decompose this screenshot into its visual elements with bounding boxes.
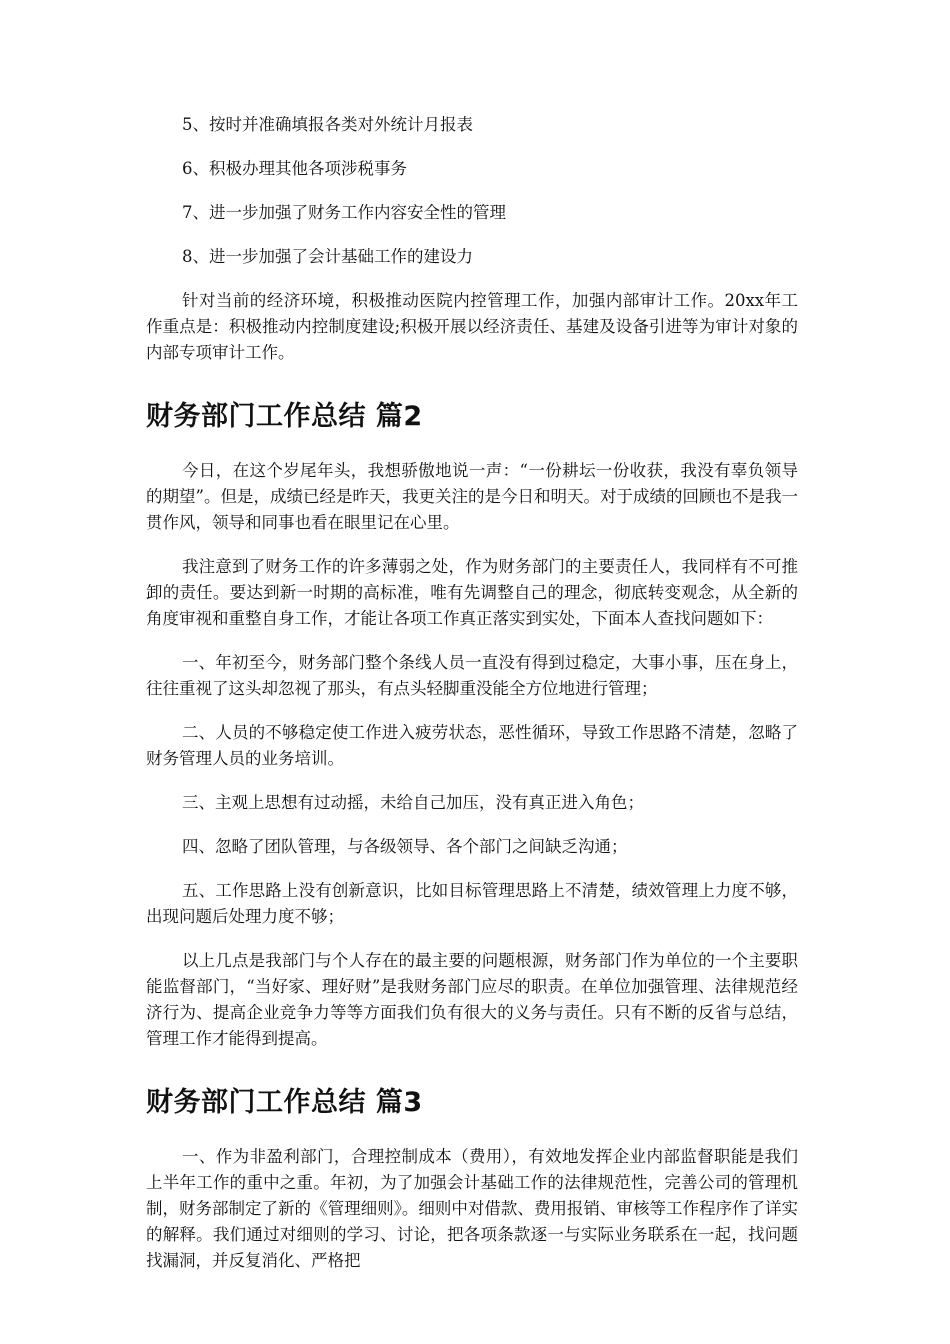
list-item: 8、进一步加强了会计基础工作的建设力 (182, 247, 473, 266)
document-body (146, 112, 798, 1292)
list-item: 5、按时并准确填报各类对外统计月报表 (182, 115, 473, 134)
body-paragraph: 二、人员的不够稳定使工作进入疲劳状态，恶性循环，导致工作思路不清楚，忽略了财务管理人员的业务培训。 (146, 723, 798, 768)
section-heading-2: 财务部门工作总结 篇2 (146, 401, 423, 432)
list-item: 6、积极办理其他各项涉税事务 (182, 159, 407, 178)
body-paragraph: 三、主观上思想有过动摇，未给自己加压，没有真正进入角色； (182, 793, 644, 812)
body-paragraph: 今日，在这个岁尾年头，我想骄傲地说一声：“一份耕坛一份收获，我没有辜负领导的期望”。但是，成绩已经是昨天，我更关注的是今日和明天。对于成绩的回顾也不是我一贯作风，领导和同事也看在眼里记在心里。 (146, 461, 798, 532)
body-paragraph: 一、作为非盈利部门，合理控制成本（费用），有效地发挥企业内部监督职能是我们上半年工作的重中之重。年初，为了加强会计基础工作的法律规范性，完善公司的管理机制，财务部制定了新的《管理细则》。细则中对借款、费用报销、审核等工作程序作了详实的解释。我们通过对细则的学习、讨论，把各项条款逐一与实际业务联系在一起，找问题找漏洞，并反复消化、严格把 (146, 1147, 798, 1270)
body-paragraph: 以上几点是我部门与个人存在的最主要的问题根源，财务部门作为单位的一个主要职能监督部门，“当好家、理好财”是我财务部门应尽的职责。在单位加强管理、法律规范经济行为、提高企业竞争力等等方面我们负有很大的义务与责任。只有不断的反省与总结，管理工作才能得到提高。 (146, 951, 798, 1048)
list-item: 7、进一步加强了财务工作内容安全性的管理 (182, 203, 506, 222)
body-paragraph: 一、年初至今，财务部门整个条线人员一直没有得到过稳定，大事小事，压在身上，往往重视了这头却忽视了那头，有点头轻脚重没能全方位地进行管理； (146, 653, 798, 698)
body-paragraph: 四、忽略了团队管理，与各级领导、各个部门之间缺乏沟通； (182, 837, 628, 856)
section-heading-3: 财务部门工作总结 篇3 (146, 1087, 423, 1118)
body-paragraph: 针对当前的经济环境，积极推动医院内控管理工作，加强内部审计工作。20xx年工作重点是：积极推动内控制度建设;积极开展以经济责任、基建及设备引进等为审计对象的内部专项审计工作。 (146, 291, 798, 362)
body-paragraph: 我注意到了财务工作的许多薄弱之处，作为财务部门的主要责任人，我同样有不可推卸的责任。要达到新一时期的高标准，唯有先调整自己的理念，彻底转变观念，从全新的角度审视和重整自身工作，才能让各项工作真正落实到实处，下面本人查找问题如下： (146, 557, 798, 628)
body-paragraph: 五、工作思路上没有创新意识，比如目标管理思路上不清楚，绩效管理上力度不够，出现问题后处理力度不够； (146, 881, 798, 926)
